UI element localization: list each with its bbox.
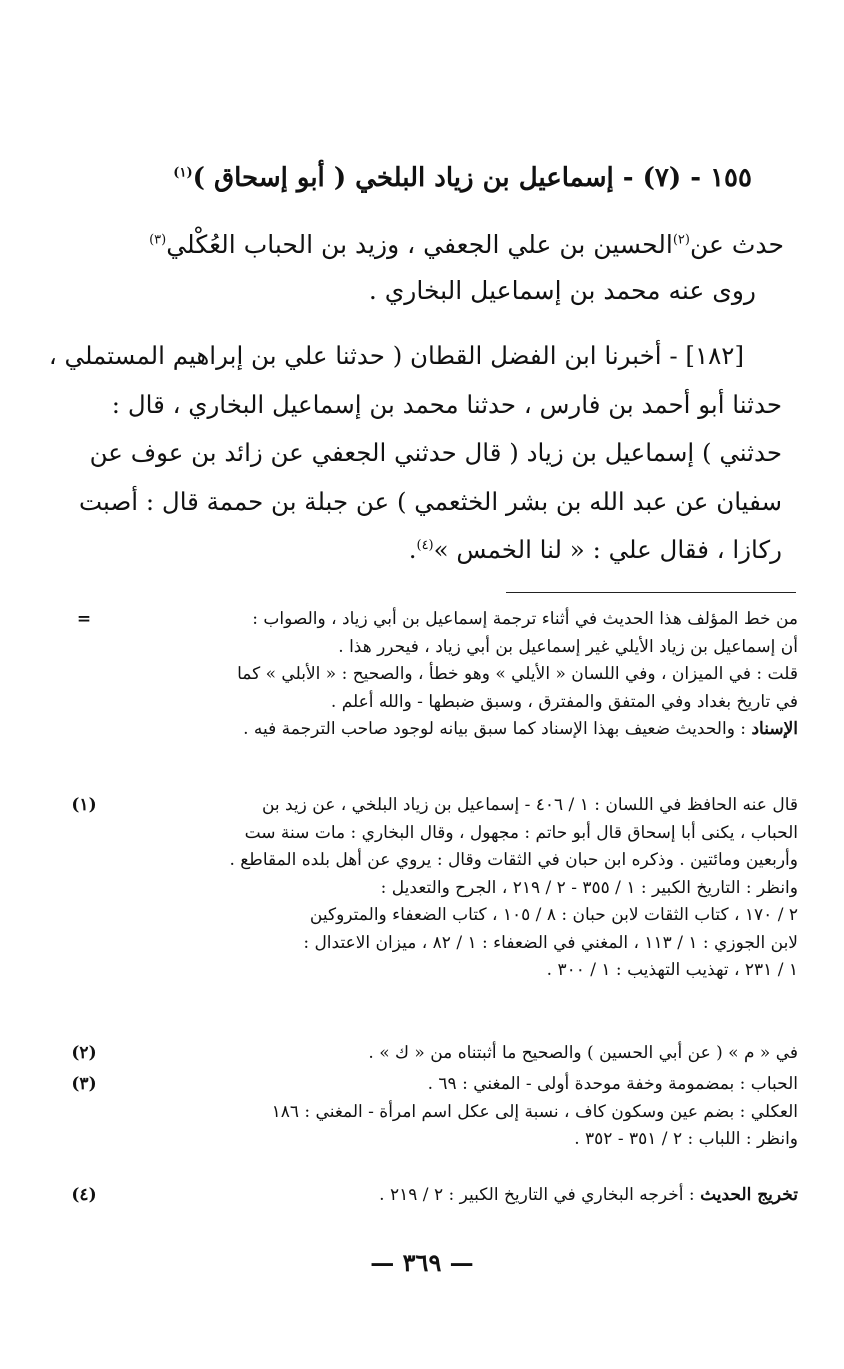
footnote-line [110, 716, 798, 744]
hadith-line-1: [١٨٢] - أخبرنا ابن الفضل القطان ( حدثنا علي بن إبراهيم المستملي ، [48, 341, 744, 370]
page-number: — ٣٦٩ — [370, 1248, 474, 1277]
footnote-2 [58, 1040, 798, 1068]
hadith-line-2: حدثنا أبو أحمد بن فارس ، حدثنا محمد بن إسماعيل البخاري ، قال : [111, 389, 782, 419]
footnote-line: قال عنه الحافظ في اللسان : ١ / ٤٠٦ - إسماعيل بن زياد البلخي ، عن زيد بن [261, 795, 798, 815]
footnote-text [110, 1071, 798, 1154]
narrators-paragraph [104, 222, 784, 314]
footnote-line: أن إسماعيل بن زياد الأيلي غير إسماعيل بن أبي زياد ، فيحرر هذا . [338, 636, 798, 657]
hadith-line-3: حدثني ) إسماعيل بن زياد ( قال حدثني الجعفي عن زائد بن عوف عن [89, 438, 782, 467]
footnote-line: من خط المؤلف هذا الحديث في أثناء ترجمة إسماعيل بن أبي زياد ، والصواب : [252, 609, 798, 629]
narrators-line-1 [104, 222, 784, 268]
footnote-4 [58, 1182, 798, 1210]
footnote-text [110, 792, 798, 985]
footnote-line: العكلي : بضم عين وسكون كاف ، نسبة إلى عكل اسم امرأة - المغني : ١٨٦ [271, 1101, 798, 1122]
footnote-marker: (٤) [71, 1185, 97, 1205]
footnote-ref-3: (٣) [149, 232, 167, 248]
footnote-row [58, 1040, 798, 1068]
footnote-continuation [58, 606, 798, 744]
narrators-text-b: الحسين بن علي الجعفي ، وزيد بن الحباب العُكْلي [166, 230, 673, 259]
footnote-ref-4: (٤) [416, 537, 434, 553]
footnote-line: ٢ / ١٧٠ ، كتاب الثقات لابن حبان : ٨ / ١٠٥ ، كتاب الضعفاء والمتروكين [309, 905, 798, 925]
isnad-text: : والحديث ضعيف بهذا الإسناد كما سبق بيانه لوجود صاحب الترجمة فيه . [243, 719, 747, 739]
footnote-row [58, 1182, 798, 1210]
hadith-line-5-end: . [408, 535, 417, 564]
footnote-line: قلت : في الميزان ، وفي اللسان « الأيلي » وهو خطأ ، والصحيح : « الأبلي » كما [237, 664, 798, 684]
narrators-text-a: حدث عن [689, 230, 784, 259]
footnote-1 [58, 792, 798, 985]
isnad-label: الإسناد [751, 719, 798, 739]
hadith-line-5-text: ركازا ، فقال علي : « لنا الخمس » [433, 535, 782, 564]
footnote-marker: = [76, 609, 92, 629]
hadith-line-4: سفيان عن عبد الله بن بشر الخثعمي ) عن جبلة بن حممة قال : أصبت [79, 486, 782, 516]
footnote-marker: (٢) [71, 1043, 97, 1063]
footnote-text [110, 1040, 798, 1068]
footnote-marker: (١) [71, 795, 97, 815]
takhrij-label: تخريج الحديث [700, 1185, 798, 1205]
footnote-text [110, 606, 798, 744]
footnote-row [58, 792, 798, 985]
entry-title-text: ١٥٥ - (٧) - إسماعيل بن زياد البلخي ( أبو إسحاق ) [192, 163, 752, 193]
footnote-line: لابن الجوزي : ١ / ١١٣ ، المغني في الضعفاء : ١ / ٨٢ ، ميزان الاعتدال : [303, 932, 798, 953]
footnote-line: وانظر : التاريخ الكبير : ١ / ٣٥٥ - ٢ / ٢١٩ ، الجرح والتعديل : [380, 877, 798, 898]
footnote-line: الحباب : بمضمومة وخفة موحدة أولى - المغني : ٦٩ . [427, 1074, 798, 1094]
footnote-line: الحباب ، يكنى أبا إسحاق قال أبو حاتم : مجهول ، وقال البخاري : مات سنة ست [244, 822, 798, 843]
takhrij-text: : أخرجه البخاري في التاريخ الكبير : ٢ / ٢١٩ . [379, 1185, 695, 1205]
footnote-separator [506, 592, 796, 593]
footnote-3 [58, 1071, 798, 1154]
footnote-line [110, 1182, 798, 1210]
footnote-line: وانظر : اللباب : ٢ / ٣٥١ - ٣٥٢ . [574, 1129, 798, 1149]
hadith-line-5 [70, 526, 782, 575]
footnote-line: في تاريخ بغداد وفي المتفق والمفترق ، وسبق ضبطها - والله أعلم . [330, 691, 798, 712]
footnote-line: في « م » ( عن أبي الحسين ) والصحيح ما أثبتناه من « ك » . [368, 1043, 798, 1063]
entry-heading [112, 158, 752, 198]
narrators-line-2: روى عنه محمد بن إسماعيل البخاري . [368, 276, 756, 305]
footnote-row [58, 1071, 798, 1154]
footnote-ref-1: (١) [173, 165, 193, 181]
hadith-paragraph [48, 332, 782, 575]
footnote-line: وأربعين ومائتين . وذكره ابن حبان في الثقات وقال : يروي عن أهل بلده المقاطع . [229, 850, 798, 870]
footnote-row [58, 606, 798, 744]
footnote-text [110, 1182, 798, 1210]
footnote-ref-2: (٢) [672, 232, 690, 248]
footnote-marker: (٣) [71, 1074, 97, 1094]
footnote-line: ١ / ٢٣١ ، تهذيب التهذيب : ١ / ٣٠٠ . [546, 960, 798, 980]
